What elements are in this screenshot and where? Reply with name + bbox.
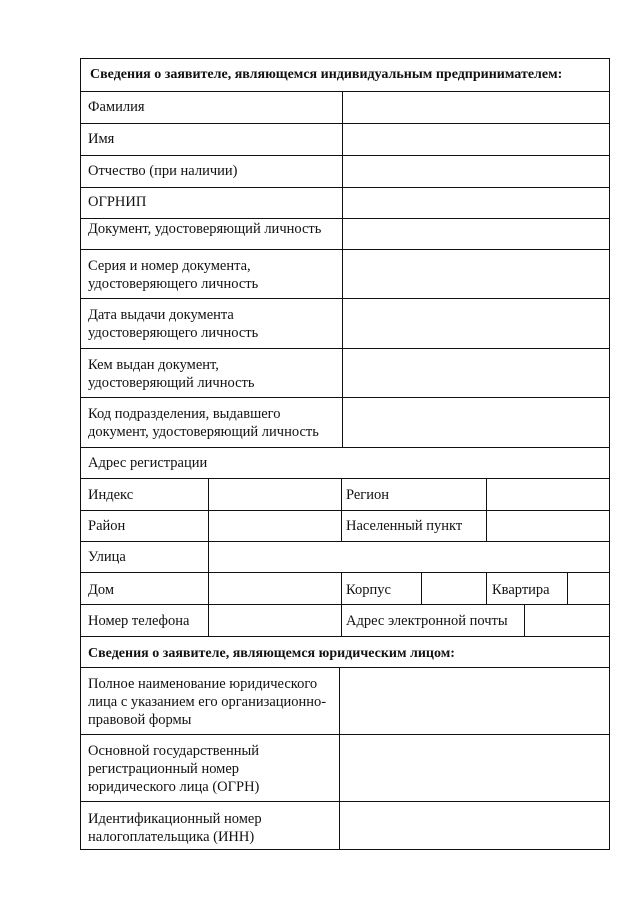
- division-code-label: Код подразделения, выдавшего документ, удостоверяющий личность: [88, 406, 319, 440]
- doc-issued-by-field[interactable]: [343, 349, 609, 397]
- ogrnip-label: ОГРНИП: [88, 194, 147, 210]
- surname-field[interactable]: [343, 92, 609, 123]
- inn-field[interactable]: [340, 802, 609, 849]
- patronymic-field[interactable]: [343, 156, 609, 187]
- legal-full-name-label: Полное наименование юридического лица с указанием его организационно- правовой формы: [88, 676, 327, 728]
- id-document-label: Документ, удостоверяющий личность: [88, 221, 322, 237]
- email-field[interactable]: [525, 605, 609, 636]
- doc-series-number-field[interactable]: [343, 250, 609, 298]
- district-field[interactable]: [209, 511, 341, 541]
- surname-label: Фамилия: [88, 99, 145, 115]
- division-code-field[interactable]: [343, 398, 609, 447]
- building-field[interactable]: [422, 573, 486, 604]
- legal-full-name-field[interactable]: [340, 668, 609, 734]
- region-field[interactable]: [487, 479, 609, 510]
- ogrn-label: Основной государственный регистрационный номер юридического лица (ОГРН): [88, 743, 260, 795]
- apartment-label: Квартира: [492, 582, 550, 598]
- building-label: Корпус: [346, 582, 391, 598]
- name-field[interactable]: [343, 124, 609, 155]
- name-label: Имя: [88, 131, 115, 147]
- patronymic-label: Отчество (при наличии): [88, 163, 238, 179]
- doc-series-number-label: Серия и номер документа, удостоверяющего личность: [88, 258, 259, 292]
- street-field[interactable]: [209, 542, 609, 572]
- phone-field[interactable]: [209, 605, 341, 636]
- email-label: Адрес электронной почты: [346, 613, 508, 629]
- locality-field[interactable]: [487, 511, 609, 541]
- doc-issued-by-label: Кем выдан документ, удостоверяющий личность: [88, 357, 255, 391]
- registration-address-label: Адрес регистрации: [88, 455, 208, 471]
- district-label: Район: [88, 518, 126, 534]
- ogrnip-field[interactable]: [343, 188, 609, 218]
- region-label: Регион: [346, 487, 390, 503]
- phone-label: Номер телефона: [88, 613, 190, 629]
- locality-label: Населенный пункт: [346, 518, 463, 534]
- street-label: Улица: [88, 549, 126, 565]
- apartment-field[interactable]: [568, 573, 609, 604]
- index-label: Индекс: [88, 487, 134, 503]
- legal-section-title: Сведения о заявителе, являющемся юридическим лицом:: [88, 646, 455, 661]
- index-field[interactable]: [209, 479, 341, 510]
- house-label: Дом: [88, 582, 115, 598]
- house-field[interactable]: [209, 573, 341, 604]
- ogrn-field[interactable]: [340, 735, 609, 801]
- inn-label: Идентификационный номер налогоплательщика (ИНН): [88, 811, 262, 845]
- id-document-field[interactable]: [343, 219, 609, 249]
- doc-issue-date-label: Дата выдачи документа удостоверяющего личность: [88, 307, 259, 341]
- individual-section-title: Сведения о заявителе, являющемся индивидуальным предпринимателем:: [90, 67, 563, 82]
- doc-issue-date-field[interactable]: [343, 299, 609, 348]
